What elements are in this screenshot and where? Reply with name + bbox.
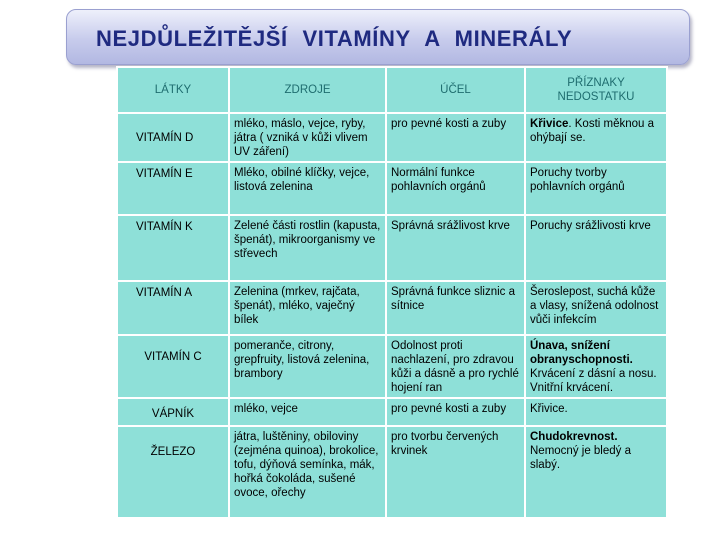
- row-priznaky: [525, 215, 667, 281]
- priznaky-text: Šeroslepost, suchá kůže a vlasy, snížená odolnost vůči infekcím: [530, 286, 659, 326]
- row-name: ŽELEZO: [117, 426, 229, 518]
- priznaky-bold: Únava, snížení obranyschopnosti.: [530, 340, 633, 366]
- row-priznaky: [525, 335, 667, 398]
- header-ucel: ÚČEL: [386, 67, 525, 113]
- row-name: VITAMÍN C: [117, 335, 229, 398]
- header-zdroje: ZDROJE: [229, 67, 386, 113]
- row-name: VITAMÍN E: [117, 162, 229, 215]
- vitamins-table: [116, 66, 668, 519]
- priznaky-text: Nemocný je bledý a slabý.: [530, 445, 631, 471]
- row-zdroje: Mléko, obilné klíčky, vejce, listová zelenina: [229, 162, 386, 215]
- table-header-row: [117, 67, 667, 113]
- priznaky-text: Křivice.: [530, 403, 568, 415]
- row-ucel: pro tvorbu červených krvinek: [386, 426, 525, 518]
- row-name: VITAMÍN K: [117, 215, 229, 281]
- row-ucel: pro pevné kosti a zuby: [386, 113, 525, 162]
- row-priznaky: [525, 426, 667, 518]
- row-ucel: Odolnost proti nachlazení, pro zdravou kůži a dásně a pro rychlé hojení ran: [386, 335, 525, 398]
- row-name: VÁPNÍK: [117, 398, 229, 426]
- row-name: VITAMÍN A: [117, 281, 229, 335]
- row-zdroje: mléko, máslo, vejce, ryby, játra ( vzniká v kůži vlivem UV záření): [229, 113, 386, 162]
- row-zdroje: pomeranče, citrony, grepfruity, listová zelenina, brambory: [229, 335, 386, 398]
- row-zdroje: mléko, vejce: [229, 398, 386, 426]
- table-row: [117, 398, 667, 426]
- table-row: [117, 281, 667, 335]
- row-name: VITAMÍN D: [117, 113, 229, 162]
- row-ucel: pro pevné kosti a zuby: [386, 398, 525, 426]
- row-priznaky: [525, 281, 667, 335]
- row-zdroje: Zelenina (mrkev, rajčata, špenát), mléko, vaječný bílek: [229, 281, 386, 335]
- row-priznaky: [525, 113, 667, 162]
- row-priznaky: [525, 162, 667, 215]
- row-priznaky: [525, 398, 667, 426]
- table-row: [117, 113, 667, 162]
- row-ucel: Správná funkce sliznic a sítnice: [386, 281, 525, 335]
- header-latky: LÁTKY: [117, 67, 229, 113]
- priznaky-text: Poruchy tvorby pohlavních orgánů: [530, 167, 625, 193]
- row-zdroje: játra, luštěniny, obiloviny (zejména quinoa), brokolice, tofu, dýňová semínka, mák, hořká čokoláda, sušené ovoce, ořechy: [229, 426, 386, 518]
- priznaky-text: Krvácení z dásní a nosu. Vnitřní krvácení.: [530, 368, 657, 394]
- priznaky-text: . Kosti měknou a ohýbají se.: [530, 118, 655, 144]
- priznaky-bold: Chudokrevnost.: [530, 431, 618, 443]
- header-priznaky: PŘÍZNAKY NEDOSTATKU: [525, 67, 667, 113]
- table-row: [117, 335, 667, 398]
- table-row: [117, 215, 667, 281]
- table-row: [117, 426, 667, 518]
- row-ucel: Normální funkce pohlavních orgánů: [386, 162, 525, 215]
- row-zdroje: Zelené části rostlin (kapusta, špenát), mikroorganismy ve střevech: [229, 215, 386, 281]
- page-title: NEJDŮLEŽITĚJŠÍ VITAMÍNY A MINERÁLY: [96, 26, 573, 51]
- priznaky-bold: Křivice: [530, 118, 569, 130]
- row-ucel: Správná srážlivost krve: [386, 215, 525, 281]
- priznaky-text: Poruchy srážlivosti krve: [530, 220, 651, 232]
- table-row: [117, 162, 667, 215]
